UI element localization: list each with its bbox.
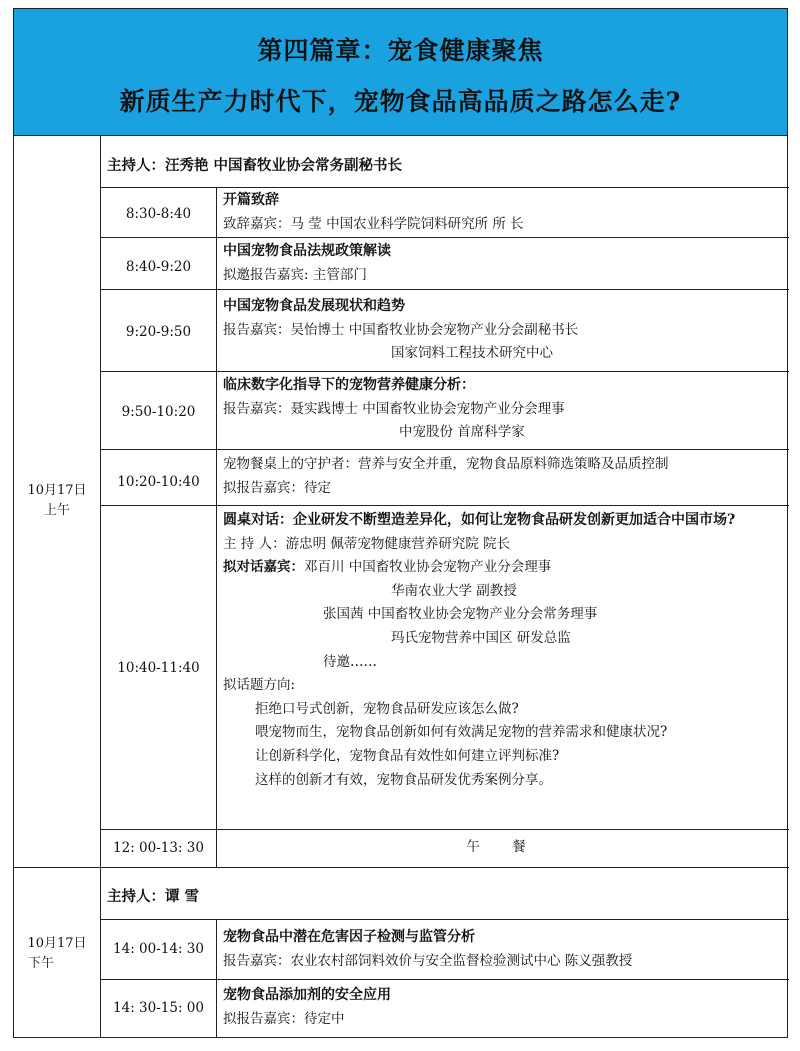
session-content [223,295,783,366]
time-column-divider-pm [216,919,217,1037]
row-divider [100,919,789,920]
session-time: 10:20-10:40 [117,474,200,490]
chapter-title: 第四篇章：宠食健康聚焦 [257,36,544,65]
row-divider [100,979,789,980]
roundtable-guest: 张国茜 中国畜牧业协会宠物产业分会常务理事 [323,606,598,623]
row-divider [100,237,789,238]
row-divider [100,829,789,830]
topics-label: 拟话题方向: [223,677,296,694]
lunch-label: 午 餐 [466,839,540,855]
roundtable-guest-affiliation: 华南农业大学 副教授 [391,582,517,599]
session-content [223,984,783,1031]
roundtable-guests-label: 拟对话嘉宾： [223,559,304,576]
afternoon-host: 主持人：谭 雪 [107,888,200,905]
topic-item: 拒绝口号式创新，宠物食品研发应该怎么做? [255,700,519,717]
roundtable-guest: 邓百川 中国畜牧业协会宠物产业分会理事 [304,559,552,576]
session-title: 中国宠物食品法规政策解读 [223,243,391,259]
agenda-table [13,8,788,1038]
session-title: 中国宠物食品发展现状和趋势 [223,298,405,314]
session-speaker: 拟报告嘉宾：待定中 [223,1010,345,1027]
row-divider [100,505,789,506]
roundtable-guest-affiliation: 玛氏宠物营养中国区 研发总监 [391,629,571,646]
session-time: 8:40-9:20 [125,259,192,275]
session-title: 圆桌对话：企业研发不断塑造差异化，如何让宠物食品研发创新更加适合中国市场? [223,512,736,528]
session-speaker: 报告嘉宾：聂实践博士 中国畜牧业协会宠物产业分会理事 [223,400,565,417]
session-time: 14: 00-14: 30 [113,941,204,957]
session-speaker: 拟邀报告嘉宾: 主管部门 [223,266,367,283]
afternoon-date: 10月17日 下午 [27,936,87,971]
session-time: 14: 30-15: 00 [113,1000,204,1016]
roundtable-guest-row [223,556,778,580]
chapter-header [14,9,787,136]
row-divider [100,449,789,450]
session-time: 10:40-11:40 [117,660,200,676]
session-time: 9:20-9:50 [125,324,192,340]
row-divider [100,187,789,188]
chapter-subtitle: 新质生产力时代下，宠物食品高品质之路怎么走? [119,87,682,116]
session-content [223,926,783,973]
session-speaker-affiliation: 国家饲料工程技术研究中心 [391,345,553,362]
session-title: 开篇致辞 [223,192,279,208]
roundtable-host: 主 持 人：游忠明 佩蒂宠物健康营养研究院 院长 [223,535,511,552]
session-content [223,189,783,236]
session-speaker: 报告嘉宾：吴怡博士 中国畜牧业协会宠物产业分会副秘书长 [223,321,579,338]
session-time: 8:30-8:40 [125,206,192,222]
topic-item: 这样的创新才有效，宠物食品研发优秀案例分享。 [255,771,552,788]
topic-item: 让创新科学化，宠物食品有效性如何建立评判标准? [255,747,560,764]
roundtable-guest: 待邀…… [323,653,377,670]
session-title: 宠物食品添加剂的安全应用 [223,987,391,1003]
session-speaker: 致辞嘉宾：马 莹 中国农业科学院饲料研究所 所 长 [223,215,524,232]
row-divider [100,371,789,372]
session-speaker: 报告嘉宾：农业农村部饲料效价与安全监督检验测试中心 陈义强教授 [223,952,633,969]
session-content [223,453,783,500]
session-time: 12: 00-13: 30 [113,840,204,856]
morning-host: 主持人：汪秀艳 中国畜牧业协会常务副秘书长 [107,157,403,174]
session-time: 9:50-10:20 [121,404,196,420]
session-title: 宠物餐桌上的守护者：营养与安全并重，宠物食品原料筛选策略及品质控制 [223,456,669,472]
session-title: 临床数字化指导下的宠物营养健康分析： [223,377,475,393]
row-divider [100,289,789,290]
session-speaker: 拟报告嘉宾：待定 [223,479,331,496]
topic-item: 喂宠物而生，宠物食品创新如何有效满足宠物的营养需求和健康状况? [255,724,668,741]
half-day-divider [14,867,789,868]
session-title: 宠物食品中潜在危害因子检测与监管分析 [223,929,475,945]
session-content [223,509,778,792]
session-content [223,240,783,287]
session-content [223,374,783,445]
morning-date: 10月17日 上午 [27,483,87,518]
session-speaker-affiliation: 中宠股份 首席科学家 [399,424,525,441]
